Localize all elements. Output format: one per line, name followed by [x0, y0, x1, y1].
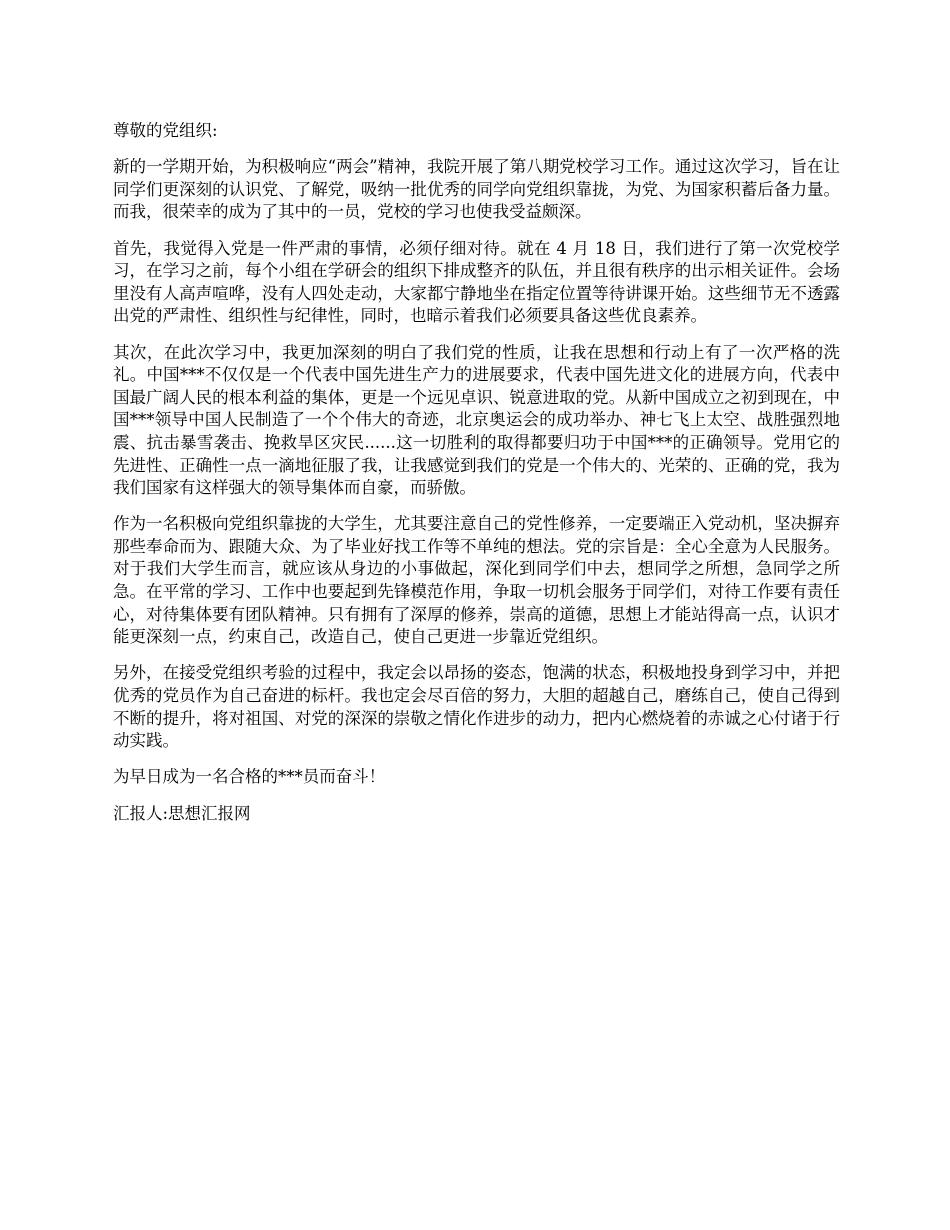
- paragraph-closing: 为早日成为一名合格的***员而奋斗！: [113, 767, 386, 787]
- paragraph-second: 其次，在此次学习中，我更加深刻的明白了我们党的性质，让我在思想和行动上有了一次严格的洗礼。中国***不仅仅是一个代表中国先进生产力的进展要求，代表中国先进文化的进展方向，代表中国最广阔人民的根本利益的集体，更是一个远见卓识、锐意进取的党。从新中国成立之初到现在，中国***领导中国人民制造了一个个伟大的奇迹，北京奥运会的成功举办、神七飞上太空、战胜强烈地震、抗击暴雪袭击、挽救旱区灾民......这一切胜利的取得都要归功于中国***的正确领导。党用它的先进性、正确性一点一滴地征服了我，让我感觉到我们的党是一个伟大的、光荣的、正确的党，我为我们国家有这样强大的领导集体而自豪，而骄傲。: [113, 342, 840, 498]
- letter-greeting: 尊敬的党组织:: [113, 121, 218, 140]
- letter-signature: 汇报人:思想汇报网: [113, 803, 251, 823]
- paragraph-intro: 新的一学期开始，为积极响应“两会”精神，我院开展了第八期党校学习工作。通过这次学习，旨在让同学们更深刻的认识党、了解党，吸纳一批优秀的同学向党组织靠拢，为党、为国家积蓄后备力量。而我，很荣幸的成为了其中的一员，党校的学习也使我受益颇深。: [113, 157, 840, 222]
- paragraph-third: 作为一名积极向党组织靠拢的大学生，尤其要注意自己的党性修养，一定要端正入党动机，坚决摒弃那些奉命而为、跟随大众、为了毕业好找工作等不单纯的想法。党的宗旨是：全心全意为人民服务。对于我们大学生而言，就应该从身边的小事做起，深化到同学们中去，想同学之所想，急同学之所急。在平常的学习、工作中也要起到先锋模范作用，争取一切机会服务于同学们，对待工作要有责任心，对待集体要有团队精神。只有拥有了深厚的修养，崇高的道德，思想上才能站得高一点，认识才能更深刻一点，约束自己，改造自己，使自己更进一步靠近党组织。: [113, 514, 840, 647]
- paragraph-fourth: 另外，在接受党组织考验的过程中，我定会以昂扬的姿态，饱满的状态，积极地投身到学习中，并把优秀的党员作为自己奋进的标杆。我也定会尽百倍的努力，大胆的超越自己，磨练自己，使自己得到不断的提升，将对祖国、对党的深深的崇敬之情化作进步的动力，把内心燃烧着的赤诚之心付诸于行动实践。: [113, 663, 840, 751]
- letter-body: [113, 120, 840, 839]
- paragraph-first: 首先，我觉得入党是一件严肃的事情，必须仔细对待。就在 4 月 18 日，我们进行了第一次党校学习，在学习之前，每个小组在学研会的组织下排成整齐的队伍，并且很有秩序的出示相关证件。会场里没有人高声喧哗，没有人四处走动，大家都宁静地坐在指定位置等待讲课开始。这些细节无不透露出党的严肃性、组织性与纪律性，同时，也暗示着我们必须要具备这些优良素养。: [113, 238, 840, 326]
